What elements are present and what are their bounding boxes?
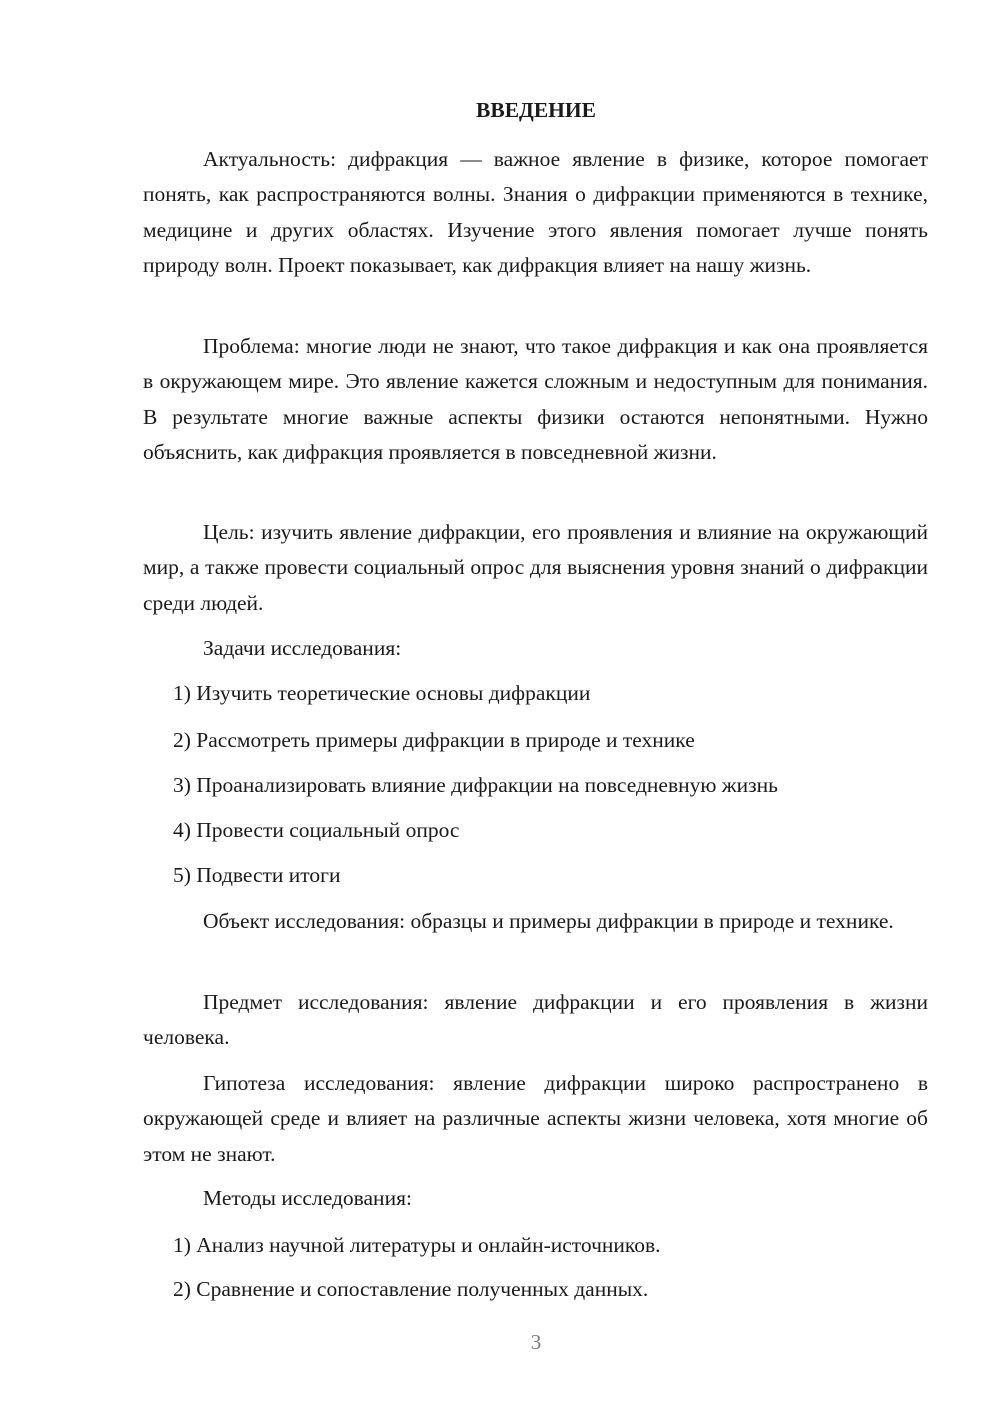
tasks-heading-paragraph [143,631,928,666]
task-item-4: 4) Провести социальный опрос [173,818,460,842]
tasks-heading: Задачи исследования: [203,636,402,660]
methods-heading: Методы исследования: [203,1186,412,1210]
task-item-2: 2) Рассмотреть примеры дифракции в природе и технике [173,728,695,752]
task-item-1: 1) Изучить теоретические основы дифракции [173,681,591,705]
problem-text: Проблема: многие люди не знают, что такое дифракция и как она проявляется в окружающем мире. Это явление кажется сложным и недоступным для понимания. В результате многие важные аспекты физики остаются непонятными. Нужно объяснить, как дифракция проявляется в повседневной жизни. [143,334,928,465]
task-item-5: 5) Подвести итоги [173,863,341,887]
page-title: ВВЕДЕНИЕ [476,98,596,122]
method-item-1: 1) Анализ научной литературы и онлайн-источников. [173,1233,661,1257]
goal-text: Цель: изучить явление дифракции, его проявления и влияние на окружающий мир, а также провести социальный опрос для выяснения уровня знаний о дифракции среди людей. [143,520,928,615]
page-number: 3 [530,1330,542,1354]
hypothesis-paragraph [143,1066,928,1172]
task-item-3: 3) Проанализировать влияние дифракции на повседневную жизнь [173,773,778,797]
subject-paragraph [143,985,928,1056]
problem-paragraph [143,329,928,471]
hypothesis-text: Гипотеза исследования: явление дифракции широко распространено в окружающей среде и влияет на различные аспекты жизни человека, хотя многие об этом не знают. [143,1071,928,1166]
method-item-2: 2) Сравнение и сопоставление полученных данных. [173,1277,649,1301]
object-text: Объект исследования: образцы и примеры дифракции в природе и технике. [203,909,894,933]
goal-paragraph [143,515,928,621]
object-paragraph [143,904,928,939]
relevance-text: Актуальность: дифракция — важное явление в физике, которое помогает понять, как распространяются волны. Знания о дифракции применяются в технике, медицине и других областях. Изучение этого явления помогает лучше понять природу волн. Проект показывает, как дифракция влияет на нашу жизнь. [143,147,928,278]
relevance-paragraph [143,142,928,284]
subject-text: Предмет исследования: явление дифракции и его проявления в жизни человека. [143,990,928,1050]
methods-heading-paragraph [143,1181,928,1216]
